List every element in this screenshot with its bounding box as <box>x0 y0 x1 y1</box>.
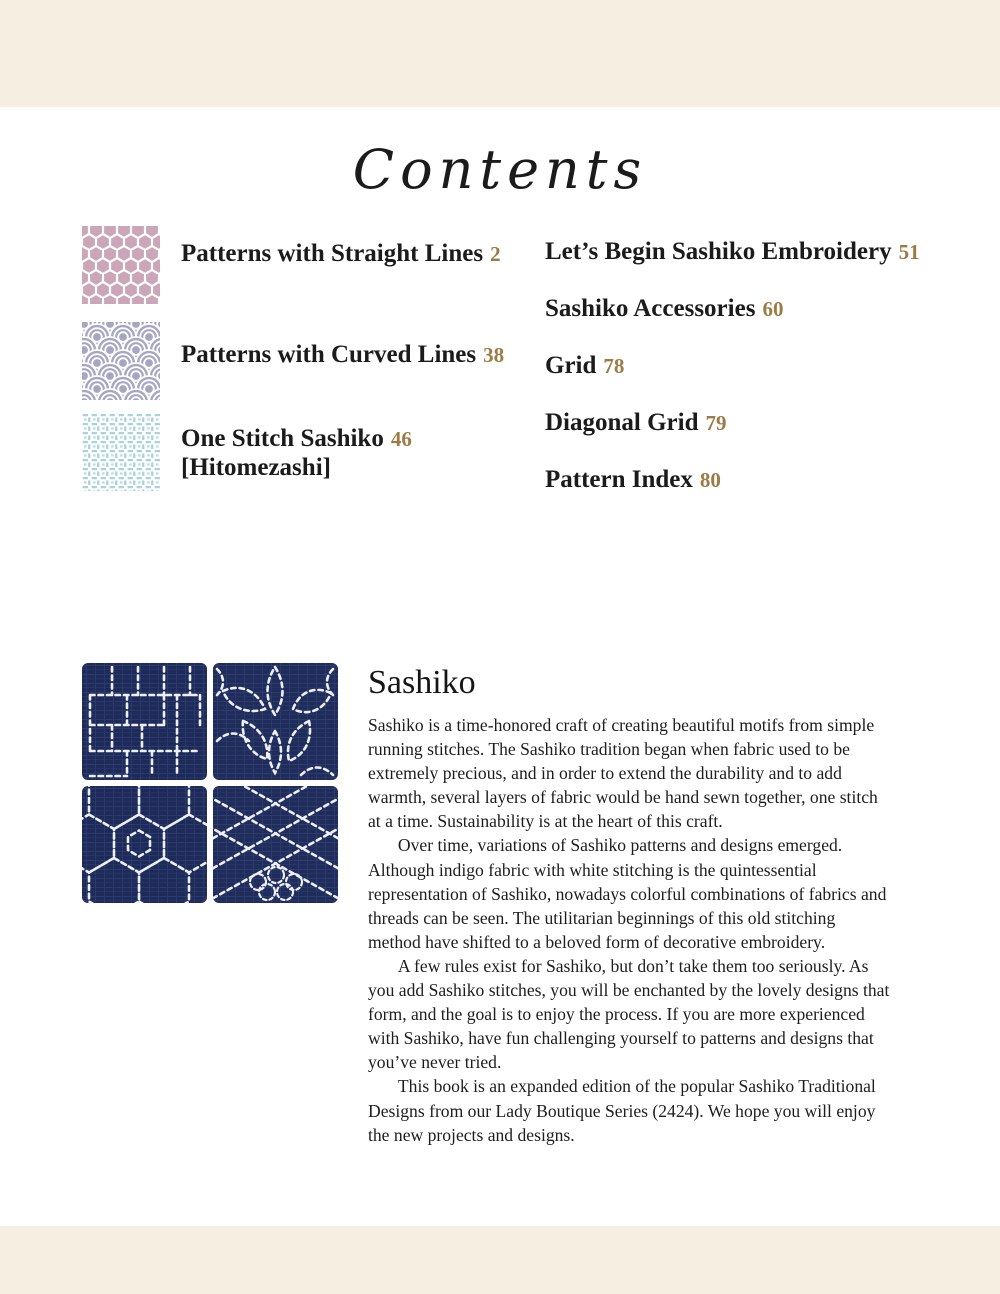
rectangular-stitch-sample <box>82 663 207 780</box>
toc-entry-page-number: 80 <box>699 468 721 492</box>
toc-entry-page-number: 79 <box>705 411 727 435</box>
toc-entry-label: Patterns with Curved Lines <box>181 341 477 368</box>
toc-entry[interactable] <box>82 413 552 491</box>
toc-entry-label: Grid <box>545 352 597 379</box>
article-paragraph: Over time, variations of Sashiko patterns and designs emerged. Although indigo fabric with white stitching is the quintessential representation of Sashiko, nowadays colorful combinations of fabrics and threads can be seen. The utilitarian beginnings of this old stitching method have shifted to a beloved form of decorative embroidery. <box>368 835 887 952</box>
toc-entry-label: Let’s Begin Sashiko Embroidery <box>545 238 892 265</box>
toc-entry-page-number: 60 <box>762 297 784 321</box>
toc-entry-label: Diagonal Grid <box>545 409 699 436</box>
blue-stitch-grid-pattern-swatch <box>82 413 160 491</box>
toc-entry-label: Sashiko Accessories <box>545 295 756 322</box>
top-margin-band <box>0 0 1000 107</box>
toc-entry-label: Patterns with Straight Lines <box>181 240 484 267</box>
toc-entry-page-number: 38 <box>483 343 505 367</box>
article-paragraph: This book is an expanded edition of the popular Sashiko Traditional Designs from our Lady Boutique Series (2424). We hope you will enjoy the new projects and designs. <box>368 1076 876 1145</box>
hexagon-stitch-sample <box>82 786 207 903</box>
petal-stitch-sample <box>213 663 338 780</box>
toc-entry-label: Pattern Index <box>545 466 693 493</box>
sashiko-fabric-samples <box>82 663 338 903</box>
toc-entry[interactable] <box>545 351 624 381</box>
toc-entry-page-number: 51 <box>898 240 920 264</box>
toc-entry-page-number: 78 <box>603 354 625 378</box>
toc-entry-page-number: 46 <box>390 427 412 451</box>
toc-entry[interactable] <box>545 408 727 438</box>
toc-entry[interactable] <box>545 294 783 324</box>
toc-entry[interactable] <box>545 465 721 495</box>
lavender-wave-pattern-swatch <box>82 322 160 400</box>
contents-title: Contents <box>352 138 648 201</box>
toc-entry[interactable] <box>82 226 552 304</box>
toc-entry-label: One Stitch Sashiko <box>181 425 384 452</box>
diamond-stitch-sample <box>213 786 338 903</box>
bottom-margin-band <box>0 1226 1000 1294</box>
article-paragraph: A few rules exist for Sashiko, but don’t take them too seriously. As you add Sashiko stitches, you will be enchanted by the lovely designs that form, and the goal is to enjoy the process. If you are more experienced with Sashiko, have fun challenging yourself to patterns and designs that you’ve never tried. <box>368 955 890 1073</box>
article <box>368 664 892 1147</box>
article-heading: Sashiko <box>368 664 476 701</box>
toc-entry[interactable] <box>82 322 552 400</box>
article-paragraph: Sashiko is a time-honored craft of creating beautiful motifs from simple running stitches. The Sashiko tradition began when fabric used to be extremely precious, and in order to extend the durability and to add warmth, several layers of fabric would be hand sewn together, one stitch at a time. Sustainability is at the heart of this craft. <box>368 715 878 832</box>
toc-entry-sublabel: [Hitomezashi] <box>181 453 331 481</box>
toc-entry-page-number: 2 <box>490 242 501 266</box>
toc-entry[interactable] <box>545 237 920 267</box>
pink-geometric-pattern-swatch <box>82 226 160 304</box>
